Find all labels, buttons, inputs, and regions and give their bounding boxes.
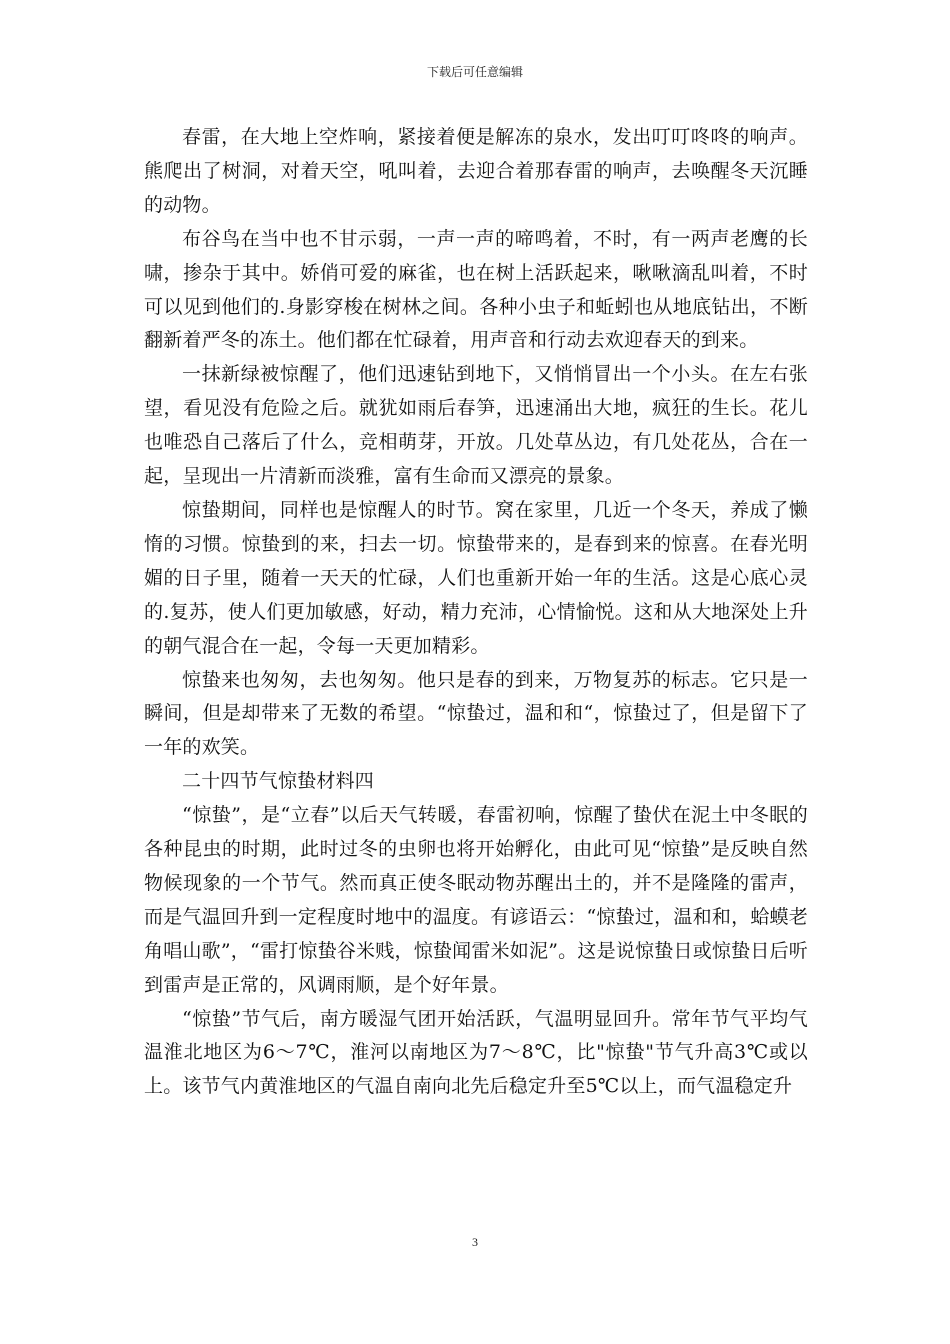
paragraph-3: 一抹新绿被惊醒了，他们迅速钻到地下，又悄悄冒出一个小头。在左右张望，看见没有危险之后。就犹如雨后春笋，迅速涌出大地，疯狂的生长。花儿也唯恐自己落后了什么，竞相萌芽，开放。几处草丛边，有几处花丛，合在一起，呈现出一片清新而淡雅，富有生命而又漂亮的景象。 bbox=[144, 363, 808, 488]
paragraph-5: 惊蛰来也匆匆，去也匆匆。他只是春的到来，万物复苏的标志。它只是一瞬间，但是却带来了无数的希望。“惊蛰过，温和和“，惊蛰过了，但是留下了一年的欢笑。 bbox=[144, 668, 808, 759]
paragraph-2: 布谷鸟在当中也不甘示弱，一声一声的啼鸣着，不时，有一两声老鹰的长啸，掺杂于其中。娇俏可爱的麻雀，也在树上活跃起来，啾啾滴乱叫着，不时可以见到他们的.身影穿梭在树林之间。各种小虫子和蚯蚓也从地底钻出，不断翻新着严冬的冻土。他们都在忙碌着，用声音和行动去欢迎春天的到来。 bbox=[144, 227, 808, 352]
paragraph-1: 春雷，在大地上空炸响，紧接着便是解冻的泉水，发出叮叮咚咚的响声。熊爬出了树洞，对着天空，吼叫着，去迎合着那春雷的响声，去唤醒冬天沉睡的动物。 bbox=[144, 126, 808, 216]
paragraph-6: “惊蛰”，是“立春”以后天气转暖，春雷初响，惊醒了蛰伏在泥土中冬眠的各种昆虫的时期，此时过冬的虫卵也将开始孵化，由此可见“惊蛰”是反映自然物候现象的一个节气。然而真正使冬眠动物苏醒出土的，并不是隆隆的雷声，而是气温回升到一定程度时地中的温度。有谚语云：“惊蛰过，温和和，蛤蟆老角唱山歌”，“雷打惊蛰谷米贱，惊蛰闻雷米如泥”。这是说惊蛰日或惊蛰日后听到雷声是正常的，风调雨顺，是个好年景。 bbox=[144, 804, 808, 996]
page-number: 3 bbox=[472, 1235, 478, 1249]
section-heading: 二十四节气惊蛰材料四 bbox=[182, 770, 375, 793]
page-header: 下载后可任意编辑 bbox=[426, 65, 523, 79]
paragraph-7: “惊蛰”节气后，南方暖湿气团开始活跃，气温明显回升。常年节气平均气温淮北地区为6～7℃，淮河以南地区为7～8℃，比"惊蛰"节气升高3℃或以上。该节气内黄淮地区的气温自南向北先后稳定升至5℃以上，而气温稳定升 bbox=[144, 1007, 808, 1098]
paragraph-4: 惊蛰期间，同样也是惊醒人的时节。窝在家里，几近一个冬天，养成了懒惰的习惯。惊蛰到的来，扫去一切。惊蛰带来的，是春到来的惊喜。在春光明媚的日子里，随着一天天的忙碌，人们也重新开始一年的生活。这是心底心灵的.复苏，使人们更加敏感，好动，精力充沛，心情愉悦。这和从大地深处上升的朝气混合在一起，令每一天更加精彩。 bbox=[144, 498, 808, 657]
document-body bbox=[144, 121, 808, 1104]
